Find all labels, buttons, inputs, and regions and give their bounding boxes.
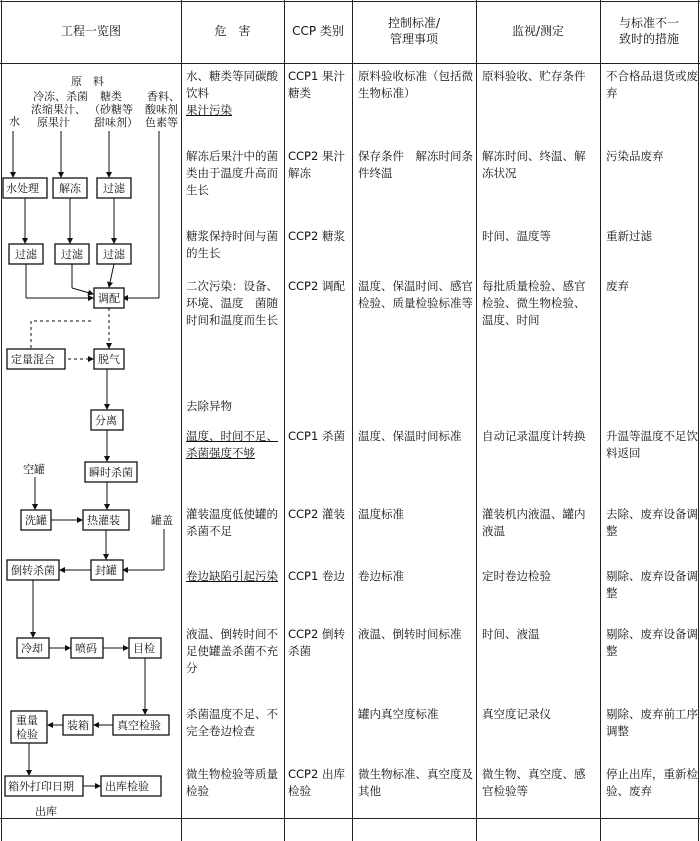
header-flow: 工程一览图 bbox=[60, 24, 121, 38]
standard-cell: 保存条件 解冻时间条件终温 bbox=[358, 149, 473, 180]
hazard-cell: 二次污染：设备、环境、温度 菌随时间和温度而生长 bbox=[186, 279, 278, 327]
monitor-cell: 时间、液温 bbox=[482, 627, 540, 641]
flow-weigh-a: 重量 bbox=[16, 714, 38, 727]
hazard-cell: 水、糖类等同碳酸饮料 果汁污染 bbox=[186, 69, 278, 117]
ccp-cell: CCP2 糖浆 bbox=[288, 229, 345, 243]
ccp-cell: CCP2 灌装 bbox=[288, 507, 345, 521]
flow-out-check: 出库检验 bbox=[105, 780, 149, 793]
flow-juice-c: 原果汁 bbox=[37, 116, 70, 129]
flow-vacuum: 真空检验 bbox=[117, 719, 161, 732]
flow-blend: 调配 bbox=[98, 292, 120, 305]
ccp-cell: CCP2 倒转杀菌 bbox=[288, 627, 345, 658]
standard-cell: 原料验收标准（包括微生物标准） bbox=[358, 69, 473, 100]
standard-cell: 温度、保温时间标准 bbox=[358, 429, 462, 443]
ccp-cell: CCP1 果汁糖类 bbox=[288, 69, 345, 100]
header-hazard: 危 害 bbox=[214, 24, 251, 38]
monitor-cell: 灌装机内液温、罐内液温 bbox=[482, 507, 586, 538]
monitor-cell: 微生物、真空度、感官检验等 bbox=[482, 767, 586, 798]
flow-cool: 冷却 bbox=[21, 642, 43, 655]
flow-flavor-c: 色素等 bbox=[145, 116, 178, 129]
monitor-cell: 时间、温度等 bbox=[482, 229, 551, 243]
hazard-cell: 杀菌温度不足、不完全卷边检查 bbox=[186, 707, 278, 738]
flow-sugar-c: 甜味剂） bbox=[94, 116, 138, 129]
hazard-cell: 糖浆保持时间与菌的生长 bbox=[186, 229, 278, 260]
standard-cell: 液温、倒转时间标准 bbox=[358, 627, 462, 641]
flow-water: 水 bbox=[9, 115, 20, 128]
action-cell: 剔除、废弃前工序调整 bbox=[606, 707, 698, 738]
flow-flavor-b: 酸味剂 bbox=[145, 103, 178, 116]
flow-hot-fill: 热灌装 bbox=[87, 514, 120, 527]
hazard-cell: 液温、倒转时间不足使罐盖杀菌不充分 bbox=[186, 627, 278, 675]
flow-flavor-a: 香料、 bbox=[147, 90, 180, 103]
action-cell: 剔除、废弃设备调整 bbox=[606, 627, 698, 658]
col-divider bbox=[352, 0, 353, 841]
col-divider bbox=[600, 0, 601, 841]
flow-wash: 洗罐 bbox=[25, 514, 47, 527]
flow-flash-ster: 瞬时杀菌 bbox=[89, 466, 133, 479]
flow-deaerate: 脱气 bbox=[98, 353, 120, 366]
ccp-cell: CCP2 出库检验 bbox=[288, 767, 345, 798]
flow-water-treat: 水处理 bbox=[6, 182, 39, 195]
action-cell: 剔除、废弃设备调整 bbox=[606, 569, 698, 600]
flow-weigh-b: 检验 bbox=[16, 728, 38, 741]
action-cell: 污染品废弃 bbox=[606, 149, 664, 163]
standard-cell: 罐内真空度标准 bbox=[358, 707, 439, 721]
flow-filter: 过滤 bbox=[103, 182, 125, 195]
action-cell: 重新过滤 bbox=[606, 229, 652, 243]
standard-cell: 卷边标准 bbox=[358, 569, 404, 583]
flow-thaw: 解冻 bbox=[59, 182, 81, 195]
flow-quant-mix: 定量混合 bbox=[11, 353, 55, 366]
action-cell: 去除、废弃设备调整 bbox=[606, 507, 698, 538]
flow-inspect: 目检 bbox=[133, 642, 155, 655]
hazard-cell: 去除异物 bbox=[186, 399, 232, 413]
monitor-cell: 每批质量检验、感官检验、微生物检验、温度、时间 bbox=[482, 279, 586, 327]
hazard-cell: 微生物检验等质量检验 bbox=[186, 767, 278, 798]
flow-juice-b: 浓缩果汁、 bbox=[31, 103, 86, 116]
flow-raw: 原 料 bbox=[71, 75, 104, 88]
col-divider bbox=[698, 0, 699, 841]
hazard-cell: 温度、时间不足、杀菌强度不够 bbox=[186, 429, 278, 460]
standard-cell: 微生物标准、真空度及其他 bbox=[358, 767, 473, 798]
flow-juice-a: 冷冻、杀菌 bbox=[33, 90, 88, 103]
monitor-cell: 定时卷边检验 bbox=[482, 569, 551, 583]
flow-empty-can: 空罐 bbox=[23, 463, 45, 476]
col-divider bbox=[476, 0, 477, 841]
ccp-cell: CCP2 果汁解冻 bbox=[288, 149, 345, 180]
action-cell: 升温等温度不足饮料返回 bbox=[606, 429, 698, 460]
header-monitor: 监视/测定 bbox=[511, 24, 565, 38]
hazard-cell: 解冻后果汁中的菌类由于温度升高而生长 bbox=[186, 149, 278, 197]
standard-cell: 温度、保温时间、感官检验、质量检验标准等 bbox=[358, 279, 473, 310]
flow-filter3: 过滤 bbox=[61, 248, 83, 261]
flow-sugar-b: （砂糖等 bbox=[89, 103, 133, 116]
ccp-cell: CCP2 调配 bbox=[288, 279, 345, 293]
process-flow-chart bbox=[1, 63, 182, 823]
ccp-cell: CCP1 杀菌 bbox=[288, 429, 345, 443]
flow-filter2: 过滤 bbox=[15, 248, 37, 261]
hazard-cell: 灌装温度低使罐的杀菌不足 bbox=[186, 507, 278, 538]
action-cell: 不合格品退货或废弃 bbox=[606, 69, 698, 100]
monitor-cell: 解冻时间、终温、解冻状况 bbox=[482, 149, 586, 180]
col-divider bbox=[284, 0, 285, 841]
action-cell: 废弃 bbox=[606, 279, 629, 293]
header-standard: 控制标准/ 管理事项 bbox=[387, 16, 441, 46]
flow-box: 装箱 bbox=[67, 719, 89, 732]
flow-separate: 分离 bbox=[95, 414, 117, 427]
header-action: 与标准不一 致时的措施 bbox=[618, 16, 679, 46]
flow-filter4: 过滤 bbox=[103, 248, 125, 261]
flow-ship: 出库 bbox=[35, 805, 57, 818]
flow-lid: 罐盖 bbox=[151, 514, 173, 527]
flow-code: 喷码 bbox=[75, 642, 97, 655]
hazard-cell: 卷边缺陷引起污染 bbox=[186, 569, 278, 583]
header-ccp: CCP 类别 bbox=[292, 24, 344, 38]
flow-invert-ster: 倒转杀菌 bbox=[11, 564, 55, 577]
monitor-cell: 原料验收、贮存条件 bbox=[482, 69, 586, 83]
flow-date-print: 箱外打印日期 bbox=[8, 780, 74, 793]
ccp-cell: CCP1 卷边 bbox=[288, 569, 345, 583]
action-cell: 停止出库，重新检验、废弃 bbox=[606, 767, 698, 798]
flow-seal: 封罐 bbox=[95, 564, 117, 577]
standard-cell: 温度标准 bbox=[358, 507, 404, 521]
monitor-cell: 自动记录温度计转换 bbox=[482, 429, 586, 443]
flow-sugar-a: 糖类 bbox=[100, 90, 122, 103]
monitor-cell: 真空度记录仪 bbox=[482, 707, 551, 721]
